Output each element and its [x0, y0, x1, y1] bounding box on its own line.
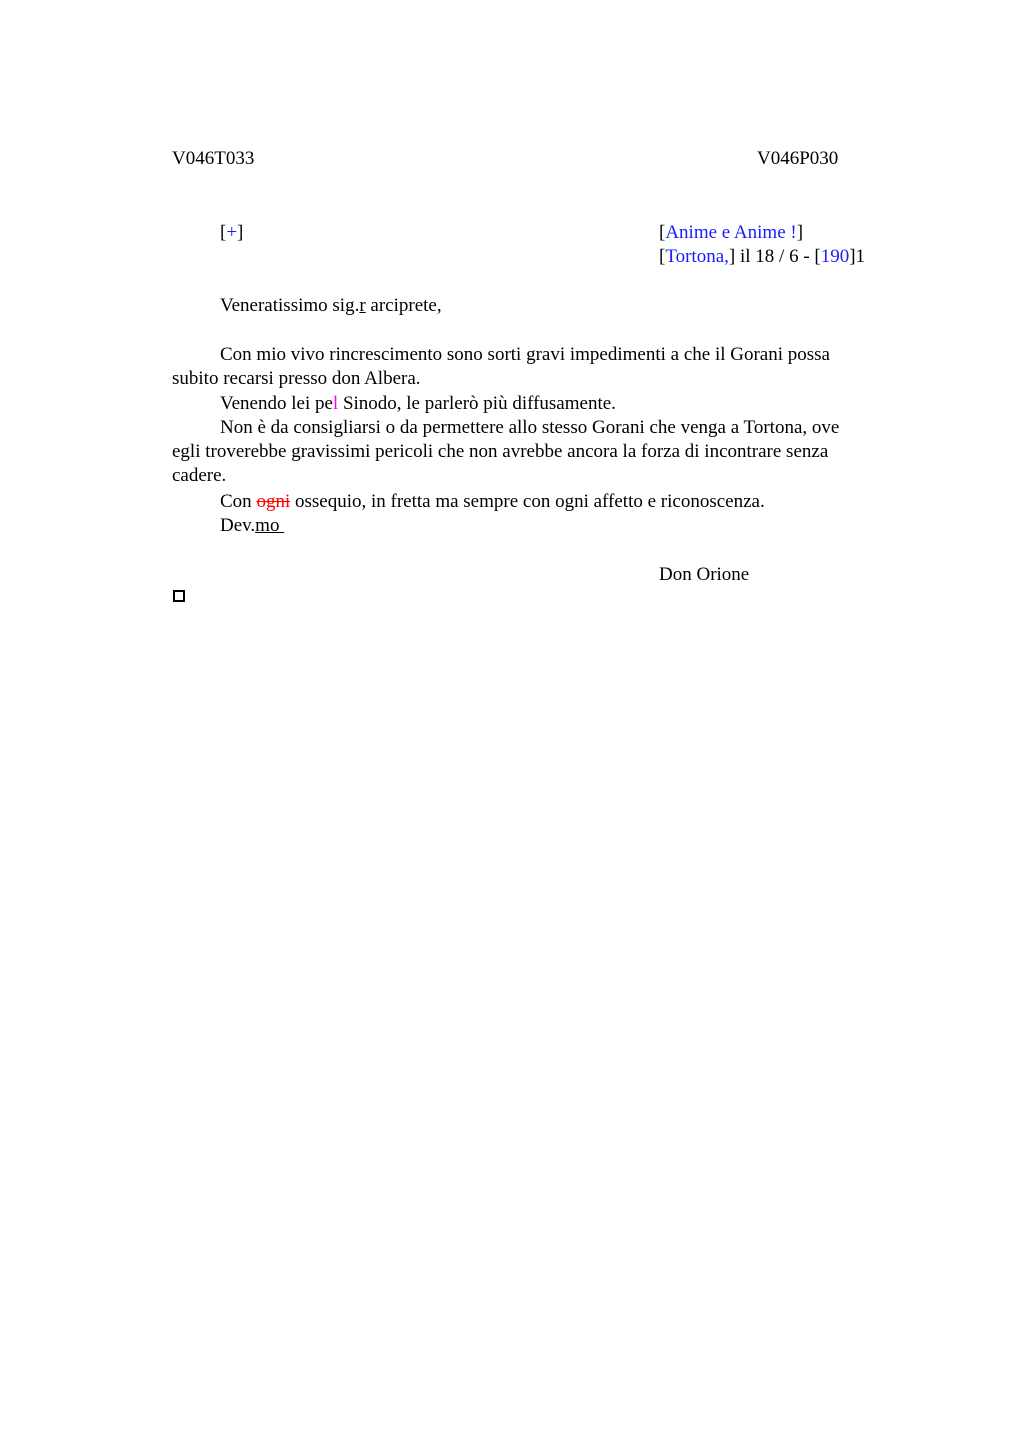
motto-text: Anime e Anime ! [665, 222, 797, 243]
year-end: ]1 [849, 246, 866, 267]
signature: Don Orione [659, 564, 750, 585]
place-text: Tortona, [665, 246, 729, 267]
place-date [659, 245, 865, 269]
paragraph-4-rest: ossequio, in fretta ma sempre con ogni affetto e riconoscenza. [290, 491, 765, 512]
paragraph-2 [172, 392, 872, 416]
cross-mark [220, 221, 243, 245]
document-code-right: V046P030 [757, 148, 839, 169]
deleted-word: ogni [256, 491, 291, 512]
bracket-open: [ [220, 222, 227, 243]
document-code-left: V046T033 [172, 148, 255, 169]
paragraph-1: Con mio vivo rincrescimento sono sorti gravi impedimenti a che il Gorani possa subito recarsi presso don Albera. [172, 344, 830, 389]
closing-text: Dev. [220, 515, 256, 536]
paragraph-3: Non è da consigliarsi o da permettere allo stesso Gorani che venga a Tortona, ove egli troverebbe gravissimi pericoli che non avrebbe ancora la forza di incontrare senza cadere. [172, 417, 840, 486]
paragraph-4-text: Con [220, 491, 257, 512]
bracket-open: [ [659, 246, 666, 267]
bracket-close: ] [237, 222, 244, 243]
salutation [220, 294, 442, 318]
paragraph-4 [172, 490, 872, 514]
cross-symbol: + [226, 222, 238, 243]
paragraph-2-text: Venendo lei pe [220, 393, 333, 414]
closing-abbrev: mo [255, 515, 285, 536]
salutation-abbrev: r [359, 295, 366, 316]
salutation-rest: arciprete, [365, 295, 442, 316]
checkbox[interactable] [173, 590, 185, 602]
salutation-text: Veneratissimo sig. [220, 295, 360, 316]
insertion-mark: l [332, 393, 339, 414]
bracket-close: ] [796, 222, 804, 243]
paragraph-2-rest: Sinodo, le parlerò più diffusamente. [338, 393, 616, 414]
bracket-open: [ [659, 222, 666, 243]
date-text: ] il 18 / 6 - [ [728, 246, 821, 267]
year-fill: 190 [820, 246, 850, 267]
closing [220, 514, 284, 538]
motto [659, 221, 803, 245]
